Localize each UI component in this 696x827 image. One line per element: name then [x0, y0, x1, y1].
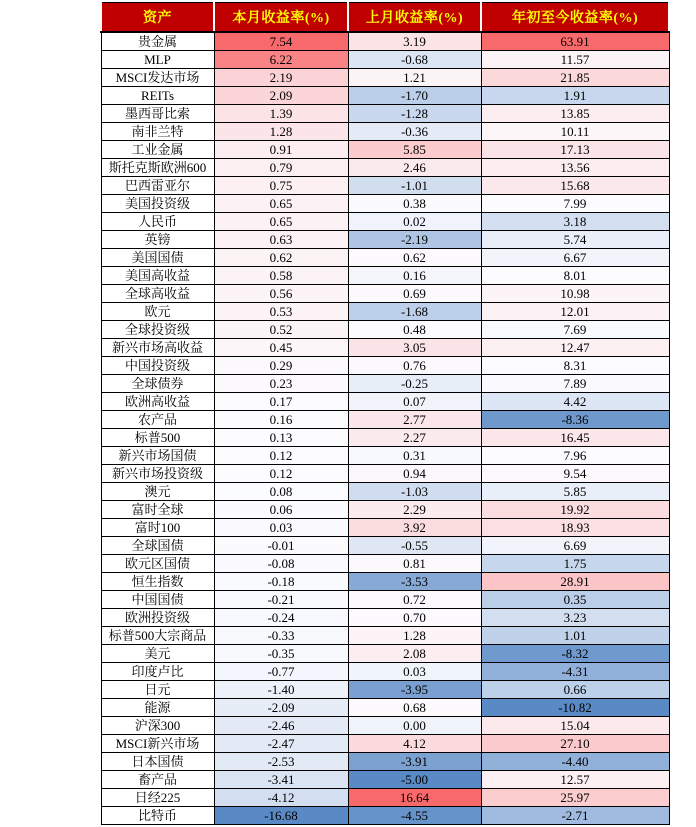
value-cell: 25.97 — [481, 789, 669, 807]
value-cell: 0.76 — [348, 357, 481, 375]
value-cell: 0.17 — [214, 393, 348, 411]
asset-name-cell: 美国国债 — [101, 249, 214, 267]
table-row — [101, 609, 669, 627]
value-cell: 0.48 — [348, 321, 481, 339]
asset-name-cell: MLP — [101, 51, 214, 69]
value-cell: -2.19 — [348, 231, 481, 249]
value-cell: -1.03 — [348, 483, 481, 501]
value-cell: -1.01 — [348, 177, 481, 195]
value-cell: 2.08 — [348, 645, 481, 663]
asset-name-cell: 富时全球 — [101, 501, 214, 519]
value-cell: 7.69 — [481, 321, 669, 339]
asset-name-cell: 斯托克斯欧洲600 — [101, 159, 214, 177]
value-cell: 0.63 — [214, 231, 348, 249]
value-cell: 8.01 — [481, 267, 669, 285]
asset-name-cell: 日本国债 — [101, 753, 214, 771]
asset-name-cell: 全球债券 — [101, 375, 214, 393]
value-cell: 0.94 — [348, 465, 481, 483]
asset-name-cell: 美国高收益 — [101, 267, 214, 285]
value-cell: 0.02 — [348, 213, 481, 231]
value-cell: -0.77 — [214, 663, 348, 681]
value-cell: 7.99 — [481, 195, 669, 213]
column-header-ytd-return: 年初至今收益率(%) — [481, 3, 669, 33]
value-cell: -16.68 — [214, 807, 348, 825]
returns-table — [100, 2, 670, 825]
asset-name-cell: 沪深300 — [101, 717, 214, 735]
table-row — [101, 213, 669, 231]
value-cell: -5.00 — [348, 771, 481, 789]
value-cell: 28.91 — [481, 573, 669, 591]
asset-name-cell: 美国投资级 — [101, 195, 214, 213]
value-cell: 7.89 — [481, 375, 669, 393]
value-cell: 0.69 — [348, 285, 481, 303]
value-cell: 3.05 — [348, 339, 481, 357]
value-cell: 0.00 — [348, 717, 481, 735]
value-cell: -4.55 — [348, 807, 481, 825]
value-cell: -0.25 — [348, 375, 481, 393]
table-row — [101, 177, 669, 195]
value-cell: -3.53 — [348, 573, 481, 591]
table-row — [101, 537, 669, 555]
asset-name-cell: 欧元区国债 — [101, 555, 214, 573]
column-header-asset: 资产 — [101, 3, 214, 33]
table-row — [101, 69, 669, 87]
value-cell: -10.82 — [481, 699, 669, 717]
value-cell: 3.92 — [348, 519, 481, 537]
table-row — [101, 681, 669, 699]
table-row — [101, 501, 669, 519]
asset-name-cell: 新兴市场高收益 — [101, 339, 214, 357]
value-cell: 5.85 — [348, 141, 481, 159]
value-cell: 27.10 — [481, 735, 669, 753]
value-cell: 0.29 — [214, 357, 348, 375]
value-cell: 0.75 — [214, 177, 348, 195]
value-cell: -8.32 — [481, 645, 669, 663]
table-row — [101, 87, 669, 105]
table-row — [101, 663, 669, 681]
table-row — [101, 519, 669, 537]
value-cell: -0.01 — [214, 537, 348, 555]
page — [0, 2, 696, 827]
value-cell: -0.55 — [348, 537, 481, 555]
asset-name-cell: 中国国债 — [101, 591, 214, 609]
asset-name-cell: 澳元 — [101, 483, 214, 501]
value-cell: -8.36 — [481, 411, 669, 429]
value-cell: -1.68 — [348, 303, 481, 321]
table-row — [101, 123, 669, 141]
asset-name-cell: 巴西雷亚尔 — [101, 177, 214, 195]
table-row — [101, 393, 669, 411]
value-cell: -0.24 — [214, 609, 348, 627]
value-cell: 0.52 — [214, 321, 348, 339]
value-cell: 1.28 — [348, 627, 481, 645]
asset-name-cell: 畜产品 — [101, 771, 214, 789]
value-cell: -2.09 — [214, 699, 348, 717]
table-row — [101, 267, 669, 285]
table-row — [101, 753, 669, 771]
value-cell: 17.13 — [481, 141, 669, 159]
value-cell: -4.12 — [214, 789, 348, 807]
value-cell: 10.11 — [481, 123, 669, 141]
value-cell: -4.40 — [481, 753, 669, 771]
value-cell: -2.53 — [214, 753, 348, 771]
value-cell: 0.68 — [348, 699, 481, 717]
column-header-month-return: 本月收益率(%) — [214, 3, 348, 33]
table-row — [101, 249, 669, 267]
asset-name-cell: 印度卢比 — [101, 663, 214, 681]
asset-name-cell: 中国投资级 — [101, 357, 214, 375]
value-cell: 0.07 — [348, 393, 481, 411]
asset-name-cell: 英镑 — [101, 231, 214, 249]
asset-name-cell: 能源 — [101, 699, 214, 717]
asset-name-cell: 新兴市场投资级 — [101, 465, 214, 483]
value-cell: 0.53 — [214, 303, 348, 321]
table-row — [101, 357, 669, 375]
header-row — [101, 3, 669, 33]
table-row — [101, 339, 669, 357]
value-cell: -0.35 — [214, 645, 348, 663]
value-cell: 2.19 — [214, 69, 348, 87]
value-cell: 6.69 — [481, 537, 669, 555]
value-cell: 0.08 — [214, 483, 348, 501]
asset-name-cell: 欧洲投资级 — [101, 609, 214, 627]
table-row — [101, 627, 669, 645]
value-cell: 1.28 — [214, 123, 348, 141]
table-row — [101, 789, 669, 807]
asset-name-cell: 墨西哥比索 — [101, 105, 214, 123]
asset-name-cell: 欧洲高收益 — [101, 393, 214, 411]
value-cell: 2.77 — [348, 411, 481, 429]
table-row — [101, 465, 669, 483]
value-cell: 0.62 — [214, 249, 348, 267]
value-cell: -1.28 — [348, 105, 481, 123]
value-cell: -0.36 — [348, 123, 481, 141]
asset-name-cell: 恒生指数 — [101, 573, 214, 591]
table-body — [101, 32, 669, 825]
table-row — [101, 699, 669, 717]
value-cell: 4.12 — [348, 735, 481, 753]
value-cell: 0.13 — [214, 429, 348, 447]
value-cell: 9.54 — [481, 465, 669, 483]
value-cell: 8.31 — [481, 357, 669, 375]
asset-name-cell: 标普500大宗商品 — [101, 627, 214, 645]
table-row — [101, 321, 669, 339]
value-cell: -3.95 — [348, 681, 481, 699]
table-row — [101, 573, 669, 591]
asset-name-cell: 农产品 — [101, 411, 214, 429]
value-cell: 15.68 — [481, 177, 669, 195]
value-cell: 0.38 — [348, 195, 481, 213]
asset-name-cell: 日元 — [101, 681, 214, 699]
value-cell: 0.45 — [214, 339, 348, 357]
value-cell: 0.62 — [348, 249, 481, 267]
value-cell: -1.70 — [348, 87, 481, 105]
value-cell: 0.65 — [214, 213, 348, 231]
table-row — [101, 735, 669, 753]
value-cell: 18.93 — [481, 519, 669, 537]
value-cell: -0.08 — [214, 555, 348, 573]
value-cell: 0.70 — [348, 609, 481, 627]
value-cell: -2.71 — [481, 807, 669, 825]
value-cell: 1.21 — [348, 69, 481, 87]
asset-name-cell: 标普500 — [101, 429, 214, 447]
asset-name-cell: REITs — [101, 87, 214, 105]
table-row — [101, 591, 669, 609]
asset-name-cell: 新兴市场国债 — [101, 447, 214, 465]
value-cell: 0.03 — [348, 663, 481, 681]
value-cell: 3.23 — [481, 609, 669, 627]
value-cell: 10.98 — [481, 285, 669, 303]
value-cell: 0.03 — [214, 519, 348, 537]
value-cell: 12.57 — [481, 771, 669, 789]
value-cell: 13.56 — [481, 159, 669, 177]
table-row — [101, 807, 669, 825]
value-cell: 6.67 — [481, 249, 669, 267]
value-cell: 0.06 — [214, 501, 348, 519]
table-row — [101, 105, 669, 123]
table-row — [101, 32, 669, 51]
value-cell: 0.56 — [214, 285, 348, 303]
table-header — [101, 3, 669, 33]
table-row — [101, 555, 669, 573]
value-cell: -3.91 — [348, 753, 481, 771]
value-cell: -0.68 — [348, 51, 481, 69]
value-cell: -2.46 — [214, 717, 348, 735]
value-cell: 11.57 — [481, 51, 669, 69]
asset-name-cell: 全球投资级 — [101, 321, 214, 339]
table-row — [101, 717, 669, 735]
value-cell: 7.54 — [214, 32, 348, 51]
table-row — [101, 429, 669, 447]
value-cell: 2.09 — [214, 87, 348, 105]
value-cell: 0.58 — [214, 267, 348, 285]
value-cell: -0.18 — [214, 573, 348, 591]
value-cell: 12.47 — [481, 339, 669, 357]
value-cell: 7.96 — [481, 447, 669, 465]
asset-name-cell: MSCI发达市场 — [101, 69, 214, 87]
value-cell: 3.18 — [481, 213, 669, 231]
value-cell: 0.91 — [214, 141, 348, 159]
value-cell: 0.16 — [348, 267, 481, 285]
value-cell: 6.22 — [214, 51, 348, 69]
value-cell: 1.01 — [481, 627, 669, 645]
value-cell: 2.27 — [348, 429, 481, 447]
value-cell: 0.12 — [214, 465, 348, 483]
value-cell: 1.91 — [481, 87, 669, 105]
table-row — [101, 285, 669, 303]
table-row — [101, 51, 669, 69]
asset-name-cell: 贵金属 — [101, 32, 214, 51]
value-cell: 1.75 — [481, 555, 669, 573]
table-row — [101, 195, 669, 213]
value-cell: 15.04 — [481, 717, 669, 735]
value-cell: 63.91 — [481, 32, 669, 51]
value-cell: 5.85 — [481, 483, 669, 501]
value-cell: -3.41 — [214, 771, 348, 789]
asset-name-cell: 欧元 — [101, 303, 214, 321]
value-cell: -1.40 — [214, 681, 348, 699]
value-cell: 1.39 — [214, 105, 348, 123]
table-row — [101, 375, 669, 393]
value-cell: 2.46 — [348, 159, 481, 177]
asset-name-cell: 富时100 — [101, 519, 214, 537]
value-cell: 5.74 — [481, 231, 669, 249]
value-cell: 0.66 — [481, 681, 669, 699]
value-cell: 13.85 — [481, 105, 669, 123]
table-row — [101, 141, 669, 159]
value-cell: 0.35 — [481, 591, 669, 609]
asset-name-cell: 工业金属 — [101, 141, 214, 159]
table-row — [101, 771, 669, 789]
asset-name-cell: 美元 — [101, 645, 214, 663]
asset-name-cell: MSCI新兴市场 — [101, 735, 214, 753]
value-cell: 0.31 — [348, 447, 481, 465]
value-cell: 16.64 — [348, 789, 481, 807]
table-row — [101, 447, 669, 465]
value-cell: 2.29 — [348, 501, 481, 519]
value-cell: 0.79 — [214, 159, 348, 177]
asset-name-cell: 全球国债 — [101, 537, 214, 555]
table-row — [101, 159, 669, 177]
value-cell: 0.65 — [214, 195, 348, 213]
value-cell: -0.21 — [214, 591, 348, 609]
value-cell: 0.23 — [214, 375, 348, 393]
column-header-lastmonth-return: 上月收益率(%) — [348, 3, 481, 33]
value-cell: 21.85 — [481, 69, 669, 87]
table-row — [101, 411, 669, 429]
value-cell: -0.33 — [214, 627, 348, 645]
value-cell: 4.42 — [481, 393, 669, 411]
asset-name-cell: 全球高收益 — [101, 285, 214, 303]
table-row — [101, 303, 669, 321]
value-cell: 3.19 — [348, 32, 481, 51]
value-cell: 0.72 — [348, 591, 481, 609]
value-cell: 12.01 — [481, 303, 669, 321]
value-cell: 0.81 — [348, 555, 481, 573]
value-cell: 0.12 — [214, 447, 348, 465]
asset-name-cell: 南非兰特 — [101, 123, 214, 141]
asset-name-cell: 人民币 — [101, 213, 214, 231]
value-cell: -4.31 — [481, 663, 669, 681]
value-cell: 16.45 — [481, 429, 669, 447]
value-cell: 19.92 — [481, 501, 669, 519]
asset-name-cell: 比特币 — [101, 807, 214, 825]
table-row — [101, 231, 669, 249]
asset-name-cell: 日经225 — [101, 789, 214, 807]
value-cell: -2.47 — [214, 735, 348, 753]
table-row — [101, 483, 669, 501]
table-row — [101, 645, 669, 663]
value-cell: 0.16 — [214, 411, 348, 429]
